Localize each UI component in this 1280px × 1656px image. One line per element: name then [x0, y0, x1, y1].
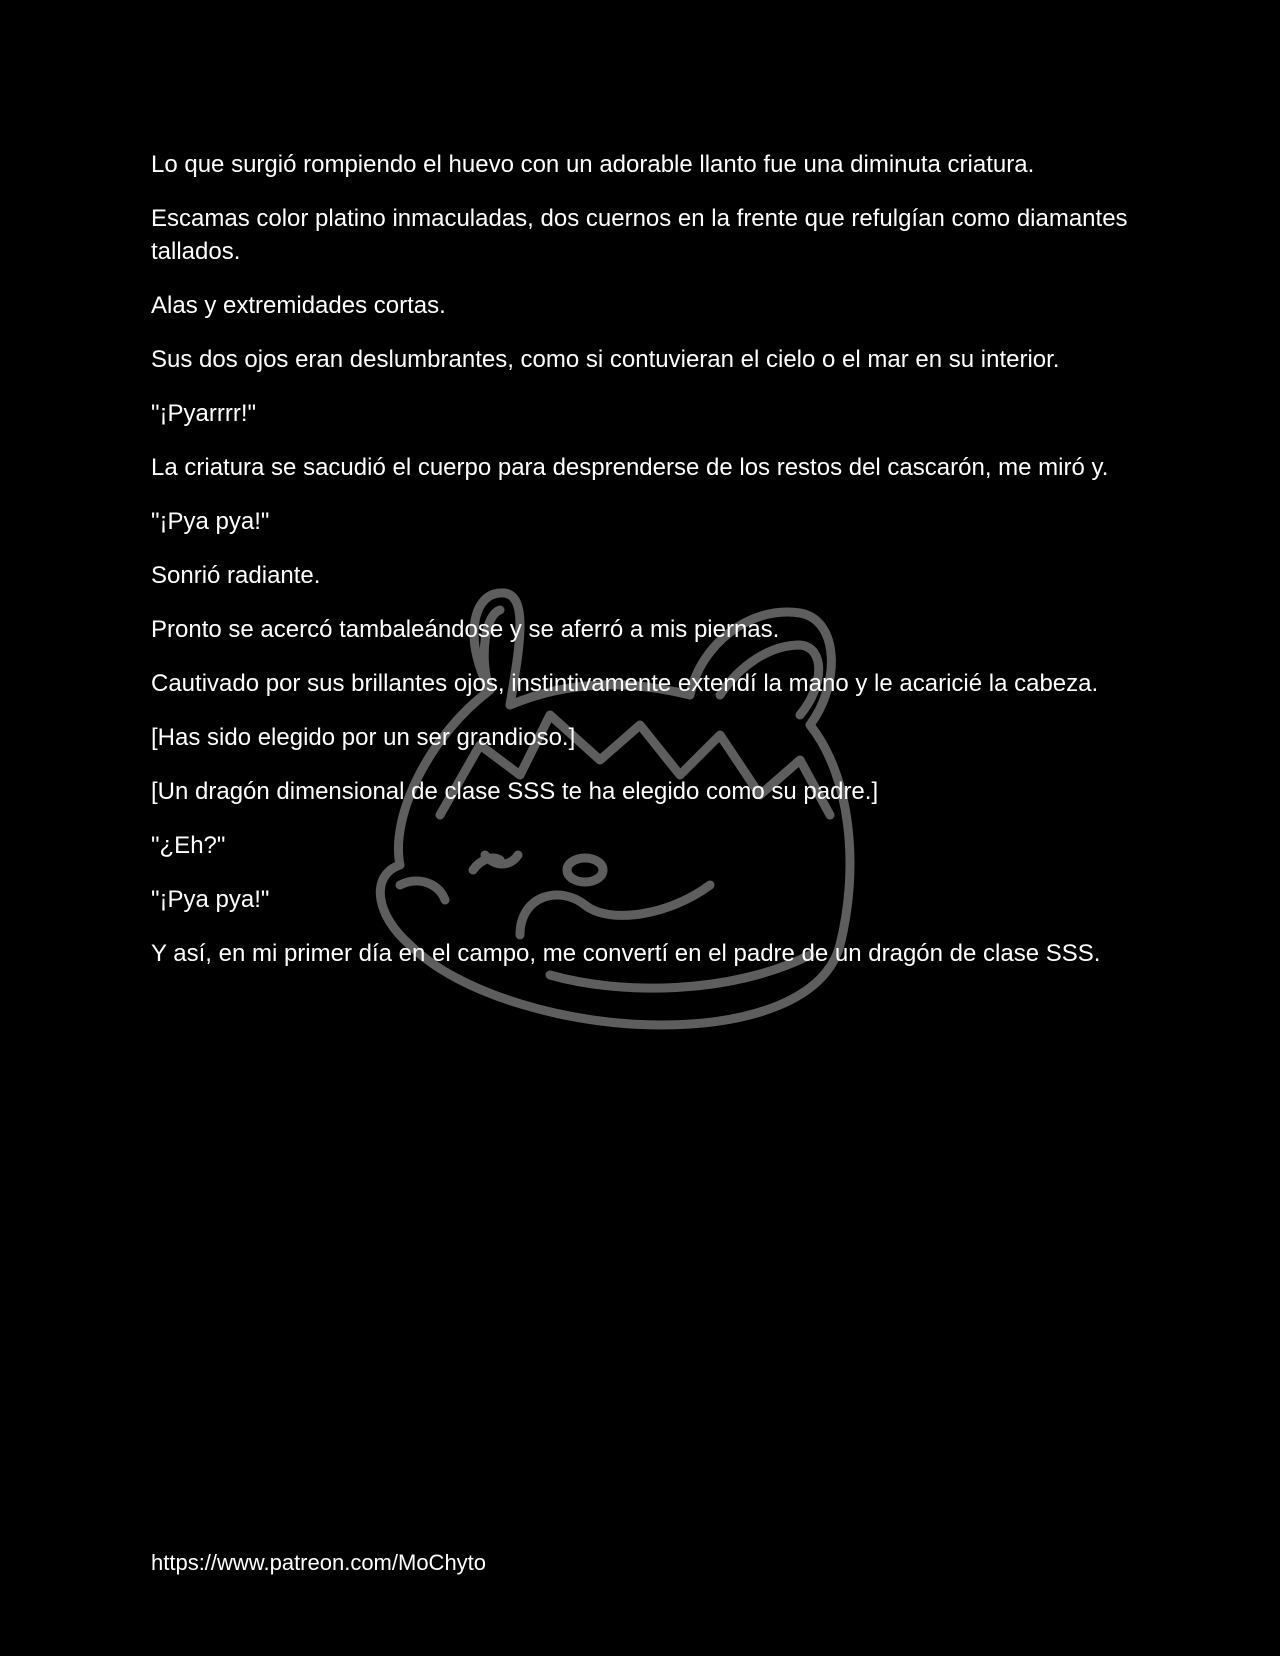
- paragraph: "¡Pya pya!": [151, 508, 270, 535]
- paragraph: [Has sido elegido por un ser grandioso.]: [151, 724, 576, 751]
- paragraph: Alas y extremidades cortas.: [151, 292, 446, 319]
- paragraph: Sonrió radiante.: [151, 562, 321, 589]
- paragraph: "¡Pyarrrr!": [151, 400, 257, 427]
- patreon-link[interactable]: https://www.patreon.com/MoChyto: [151, 1550, 487, 1575]
- paragraph: "¡Pya pya!": [151, 886, 270, 913]
- paragraph: Cautivado por sus brillantes ojos, instintivamente extendí la mano y le acaricié la cabeza.: [151, 670, 1099, 697]
- paragraph: Sus dos ojos eran deslumbrantes, como si contuvieran el cielo o el mar en su interior.: [151, 346, 1060, 373]
- paragraph: La criatura se sacudió el cuerpo para desprenderse de los restos del cascarón, me miró y.: [151, 454, 1109, 481]
- paragraph: Y así, en mi primer día en el campo, me convertí en el padre de un dragón de clase SSS.: [151, 940, 1101, 967]
- paragraph: Pronto se acercó tambaleándose y se aferró a mis piernas.: [151, 616, 780, 643]
- paragraph: Escamas color platino inmaculadas, dos cuernos en la frente que refulgían como diamantes tallados.: [151, 205, 1128, 265]
- paragraph: "¿Eh?": [151, 832, 226, 859]
- paragraph: [Un dragón dimensional de clase SSS te ha elegido como su padre.]: [151, 778, 879, 805]
- story-text: [151, 148, 1141, 991]
- paragraph: Lo que surgió rompiendo el huevo con un adorable llanto fue una diminuta criatura.: [151, 151, 1035, 178]
